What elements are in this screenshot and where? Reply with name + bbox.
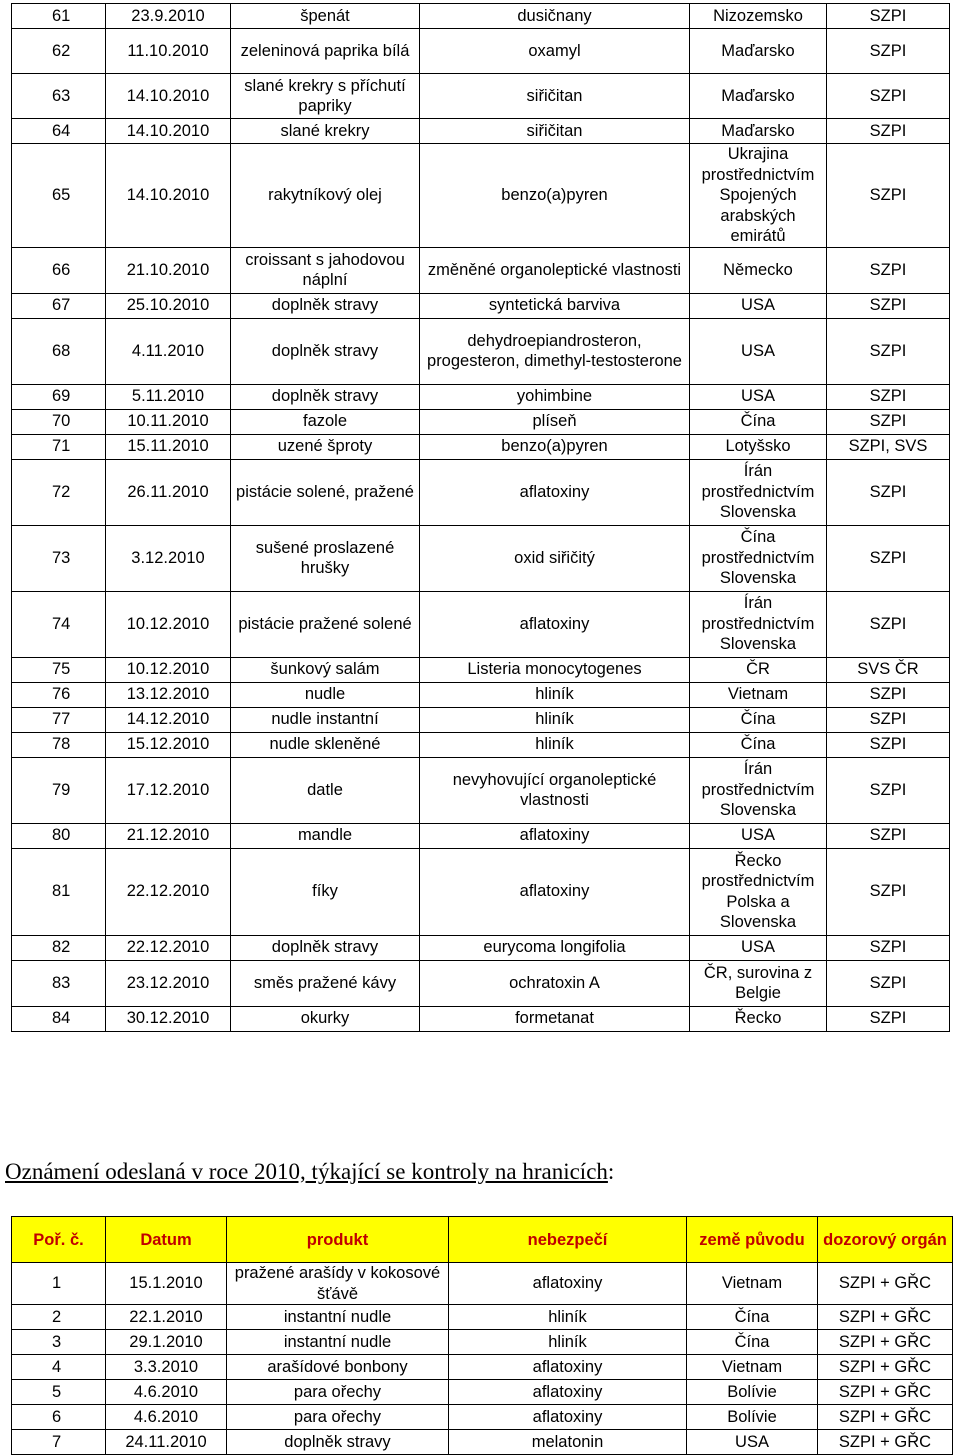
cell-authority: SZPI <box>827 682 950 707</box>
cell-hazard: aflatoxiny <box>449 1380 687 1405</box>
cell-country-of-origin: Bolívie <box>687 1380 818 1405</box>
cell-date: 5.11.2010 <box>106 384 231 409</box>
cell-product: okurky <box>231 1006 420 1031</box>
table-row <box>12 144 950 248</box>
cell-hazard: nevyhovující organoleptické vlastnosti <box>420 757 690 823</box>
cell-authority: SZPI, SVS <box>827 434 950 459</box>
cell-country-of-origin: USA <box>687 1430 818 1455</box>
cell-row-number: 66 <box>12 247 106 293</box>
cell-order-number: 7 <box>12 1430 106 1455</box>
cell-row-number: 65 <box>12 144 106 248</box>
cell-product: nudle instantní <box>231 707 420 732</box>
cell-order-number: 1 <box>12 1263 106 1305</box>
table-row <box>12 29 950 74</box>
table-row <box>12 1405 953 1430</box>
cell-hazard: hliník <box>449 1305 687 1330</box>
cell-date: 30.12.2010 <box>106 1006 231 1031</box>
cell-date: 22.12.2010 <box>106 935 231 960</box>
cell-authority: SZPI <box>827 525 950 591</box>
cell-product: špenát <box>231 4 420 29</box>
cell-product: pistácie pražené solené <box>231 591 420 657</box>
cell-hazard: formetanat <box>420 1006 690 1031</box>
cell-date: 14.10.2010 <box>106 119 231 144</box>
cell-hazard: oxamyl <box>420 29 690 74</box>
cell-authority: SZPI <box>827 318 950 384</box>
table-row <box>12 1380 953 1405</box>
cell-row-number: 68 <box>12 318 106 384</box>
cell-hazard: aflatoxiny <box>420 459 690 525</box>
cell-authority: SZPI <box>827 74 950 119</box>
cell-product: šunkový salám <box>231 657 420 682</box>
border-control-table-body <box>12 1263 953 1455</box>
cell-product: směs pražené kávy <box>231 960 420 1006</box>
cell-country-of-origin: Vietnam <box>690 682 827 707</box>
header-country-of-origin: země původu <box>687 1217 818 1263</box>
cell-hazard: yohimbine <box>420 384 690 409</box>
cell-country-of-origin: Maďarsko <box>690 74 827 119</box>
cell-row-number: 78 <box>12 732 106 757</box>
cell-hazard: benzo(a)pyren <box>420 434 690 459</box>
cell-country-of-origin: Čína <box>690 409 827 434</box>
cell-order-number: 2 <box>12 1305 106 1330</box>
table-row <box>12 459 950 525</box>
cell-order-number: 3 <box>12 1330 106 1355</box>
cell-hazard: syntetická barviva <box>420 293 690 318</box>
cell-authority: SZPI <box>827 757 950 823</box>
cell-hazard: hliník <box>449 1330 687 1355</box>
cell-product: para ořechy <box>227 1405 449 1430</box>
cell-authority: SZPI <box>827 848 950 935</box>
cell-date: 26.11.2010 <box>106 459 231 525</box>
table-row <box>12 119 950 144</box>
cell-country-of-origin: Maďarsko <box>690 29 827 74</box>
cell-row-number: 71 <box>12 434 106 459</box>
cell-product: uzené šproty <box>231 434 420 459</box>
notifications-table-1 <box>11 3 950 1032</box>
cell-date: 29.1.2010 <box>106 1330 227 1355</box>
cell-authority: SZPI + GŘC <box>818 1263 953 1305</box>
cell-row-number: 84 <box>12 1006 106 1031</box>
cell-hazard: eurycoma longifolia <box>420 935 690 960</box>
cell-hazard: hliník <box>420 707 690 732</box>
cell-country-of-origin: Čína <box>687 1330 818 1355</box>
cell-product: datle <box>231 757 420 823</box>
cell-row-number: 83 <box>12 960 106 1006</box>
cell-authority: SZPI + GŘC <box>818 1380 953 1405</box>
cell-country-of-origin: Čína prostřednictvím Slovenska <box>690 525 827 591</box>
cell-product: pistácie solené, pražené <box>231 459 420 525</box>
cell-date: 3.3.2010 <box>106 1355 227 1380</box>
table-row <box>12 848 950 935</box>
cell-country-of-origin: Maďarsko <box>690 119 827 144</box>
cell-product: slané krekry s příchutí papriky <box>231 74 420 119</box>
table-row <box>12 247 950 293</box>
cell-product: para ořechy <box>227 1380 449 1405</box>
cell-date: 15.12.2010 <box>106 732 231 757</box>
table-row <box>12 1263 953 1305</box>
cell-product: doplněk stravy <box>231 384 420 409</box>
cell-country-of-origin: Nizozemsko <box>690 4 827 29</box>
header-product: produkt <box>227 1217 449 1263</box>
cell-authority: SZPI <box>827 1006 950 1031</box>
table-row <box>12 409 950 434</box>
cell-order-number: 6 <box>12 1405 106 1430</box>
table-row <box>12 318 950 384</box>
cell-hazard: aflatoxiny <box>449 1405 687 1430</box>
table-row <box>12 1305 953 1330</box>
cell-date: 14.10.2010 <box>106 74 231 119</box>
cell-hazard: ochratoxin A <box>420 960 690 1006</box>
cell-authority: SZPI <box>827 459 950 525</box>
cell-authority: SZPI + GŘC <box>818 1355 953 1380</box>
cell-hazard: hliník <box>420 682 690 707</box>
cell-date: 11.10.2010 <box>106 29 231 74</box>
border-control-heading <box>5 1159 614 1185</box>
header-order-number: Poř. č. <box>12 1217 106 1263</box>
cell-row-number: 81 <box>12 848 106 935</box>
cell-authority: SZPI <box>827 409 950 434</box>
cell-row-number: 64 <box>12 119 106 144</box>
table-row <box>12 657 950 682</box>
cell-hazard: aflatoxiny <box>420 848 690 935</box>
table-row <box>12 4 950 29</box>
cell-authority: SZPI <box>827 384 950 409</box>
cell-country-of-origin: Řecko <box>690 1006 827 1031</box>
table-row <box>12 960 950 1006</box>
cell-country-of-origin: Írán prostřednictvím Slovenska <box>690 757 827 823</box>
cell-country-of-origin: Ukrajina prostřednictvím Spojených arabských emirátů <box>690 144 827 248</box>
table-row <box>12 682 950 707</box>
cell-row-number: 77 <box>12 707 106 732</box>
border-control-heading-text: Oznámení odeslaná v roce 2010, týkající se kontroly na hranicích <box>5 1159 608 1184</box>
cell-country-of-origin: USA <box>690 935 827 960</box>
cell-country-of-origin: Lotyšsko <box>690 434 827 459</box>
cell-authority: SZPI + GŘC <box>818 1405 953 1430</box>
cell-row-number: 75 <box>12 657 106 682</box>
cell-product: instantní nudle <box>227 1330 449 1355</box>
cell-row-number: 69 <box>12 384 106 409</box>
cell-hazard: hliník <box>420 732 690 757</box>
table-row <box>12 591 950 657</box>
table-row <box>12 293 950 318</box>
table-row <box>12 1330 953 1355</box>
cell-product: mandle <box>231 823 420 848</box>
cell-row-number: 70 <box>12 409 106 434</box>
cell-authority: SZPI <box>827 247 950 293</box>
cell-product: nudle <box>231 682 420 707</box>
table-row <box>12 757 950 823</box>
cell-hazard: Listeria monocytogenes <box>420 657 690 682</box>
table-row <box>12 1006 950 1031</box>
cell-authority: SZPI <box>827 707 950 732</box>
cell-product: doplněk stravy <box>231 935 420 960</box>
table-row <box>12 434 950 459</box>
cell-authority: SZPI <box>827 29 950 74</box>
cell-row-number: 76 <box>12 682 106 707</box>
cell-authority: SZPI <box>827 591 950 657</box>
cell-product: doplněk stravy <box>231 293 420 318</box>
cell-hazard: aflatoxiny <box>449 1263 687 1305</box>
cell-row-number: 63 <box>12 74 106 119</box>
cell-date: 4.6.2010 <box>106 1405 227 1430</box>
notifications-table-1-body <box>12 4 950 1032</box>
border-control-header-row <box>12 1217 953 1263</box>
cell-country-of-origin: Vietnam <box>687 1355 818 1380</box>
cell-product: doplněk stravy <box>227 1430 449 1455</box>
table-row <box>12 1355 953 1380</box>
cell-country-of-origin: Řecko prostřednictvím Polska a Slovenska <box>690 848 827 935</box>
cell-authority: SZPI <box>827 732 950 757</box>
cell-authority: SZPI <box>827 960 950 1006</box>
cell-date: 23.12.2010 <box>106 960 231 1006</box>
cell-date: 22.1.2010 <box>106 1305 227 1330</box>
cell-product: pražené arašídy v kokosové šťávě <box>227 1263 449 1305</box>
header-hazard: nebezpečí <box>449 1217 687 1263</box>
cell-date: 14.10.2010 <box>106 144 231 248</box>
cell-date: 17.12.2010 <box>106 757 231 823</box>
cell-country-of-origin: Vietnam <box>687 1263 818 1305</box>
cell-order-number: 4 <box>12 1355 106 1380</box>
cell-hazard: aflatoxiny <box>420 591 690 657</box>
cell-date: 23.9.2010 <box>106 4 231 29</box>
cell-date: 21.10.2010 <box>106 247 231 293</box>
cell-authority: SZPI + GŘC <box>818 1330 953 1355</box>
cell-country-of-origin: ČR <box>690 657 827 682</box>
cell-authority: SZPI <box>827 144 950 248</box>
cell-row-number: 61 <box>12 4 106 29</box>
cell-authority: SZPI <box>827 935 950 960</box>
cell-hazard: změněné organoleptické vlastnosti <box>420 247 690 293</box>
cell-country-of-origin: Írán prostřednictvím Slovenska <box>690 459 827 525</box>
cell-product: rakytníkový olej <box>231 144 420 248</box>
cell-product: croissant s jahodovou náplní <box>231 247 420 293</box>
cell-date: 3.12.2010 <box>106 525 231 591</box>
cell-date: 14.12.2010 <box>106 707 231 732</box>
cell-product: fazole <box>231 409 420 434</box>
cell-row-number: 73 <box>12 525 106 591</box>
cell-product: instantní nudle <box>227 1305 449 1330</box>
cell-country-of-origin: ČR, surovina z Belgie <box>690 960 827 1006</box>
cell-country-of-origin: Bolívie <box>687 1405 818 1430</box>
cell-date: 15.1.2010 <box>106 1263 227 1305</box>
cell-date: 4.6.2010 <box>106 1380 227 1405</box>
table-row <box>12 525 950 591</box>
cell-country-of-origin: Čína <box>690 732 827 757</box>
cell-authority: SZPI + GŘC <box>818 1305 953 1330</box>
cell-country-of-origin: USA <box>690 318 827 384</box>
cell-date: 4.11.2010 <box>106 318 231 384</box>
cell-hazard: benzo(a)pyren <box>420 144 690 248</box>
cell-authority: SZPI <box>827 119 950 144</box>
cell-country-of-origin: Írán prostřednictvím Slovenska <box>690 591 827 657</box>
cell-row-number: 74 <box>12 591 106 657</box>
cell-authority: SZPI <box>827 823 950 848</box>
table-row <box>12 707 950 732</box>
cell-row-number: 79 <box>12 757 106 823</box>
cell-hazard: siřičitan <box>420 74 690 119</box>
cell-row-number: 72 <box>12 459 106 525</box>
cell-row-number: 67 <box>12 293 106 318</box>
cell-date: 25.10.2010 <box>106 293 231 318</box>
table-row <box>12 1430 953 1455</box>
cell-date: 21.12.2010 <box>106 823 231 848</box>
header-supervisory-authority: dozorový orgán <box>818 1217 953 1263</box>
cell-product: zeleninová paprika bílá <box>231 29 420 74</box>
cell-authority: SVS ČR <box>827 657 950 682</box>
cell-hazard: aflatoxiny <box>449 1355 687 1380</box>
cell-date: 13.12.2010 <box>106 682 231 707</box>
cell-product: fíky <box>231 848 420 935</box>
cell-country-of-origin: USA <box>690 293 827 318</box>
table-row <box>12 732 950 757</box>
table-row <box>12 823 950 848</box>
cell-product: doplněk stravy <box>231 318 420 384</box>
cell-row-number: 62 <box>12 29 106 74</box>
cell-country-of-origin: Čína <box>690 707 827 732</box>
header-date: Datum <box>106 1217 227 1263</box>
cell-hazard: plíseň <box>420 409 690 434</box>
cell-row-number: 82 <box>12 935 106 960</box>
cell-date: 10.11.2010 <box>106 409 231 434</box>
cell-hazard: siřičitan <box>420 119 690 144</box>
cell-hazard: melatonin <box>449 1430 687 1455</box>
cell-date: 15.11.2010 <box>106 434 231 459</box>
cell-product: arašídové bonbony <box>227 1355 449 1380</box>
table-row <box>12 935 950 960</box>
cell-country-of-origin: USA <box>690 823 827 848</box>
cell-authority: SZPI <box>827 293 950 318</box>
border-control-heading-colon: : <box>607 1159 615 1184</box>
cell-date: 10.12.2010 <box>106 657 231 682</box>
cell-product: nudle skleněné <box>231 732 420 757</box>
cell-date: 22.12.2010 <box>106 848 231 935</box>
cell-hazard: dehydroepiandrosteron, progesteron, dimethyl-testosterone <box>420 318 690 384</box>
cell-product: sušené proslazené hrušky <box>231 525 420 591</box>
cell-order-number: 5 <box>12 1380 106 1405</box>
cell-country-of-origin: USA <box>690 384 827 409</box>
cell-hazard: aflatoxiny <box>420 823 690 848</box>
cell-country-of-origin: Čína <box>687 1305 818 1330</box>
cell-row-number: 80 <box>12 823 106 848</box>
cell-hazard: oxid siřičitý <box>420 525 690 591</box>
cell-country-of-origin: Německo <box>690 247 827 293</box>
table-row <box>12 74 950 119</box>
cell-product: slané krekry <box>231 119 420 144</box>
table-row <box>12 384 950 409</box>
cell-authority: SZPI <box>827 4 950 29</box>
cell-date: 24.11.2010 <box>106 1430 227 1455</box>
cell-hazard: dusičnany <box>420 4 690 29</box>
cell-date: 10.12.2010 <box>106 591 231 657</box>
border-control-table <box>11 1216 953 1455</box>
cell-authority: SZPI + GŘC <box>818 1430 953 1455</box>
